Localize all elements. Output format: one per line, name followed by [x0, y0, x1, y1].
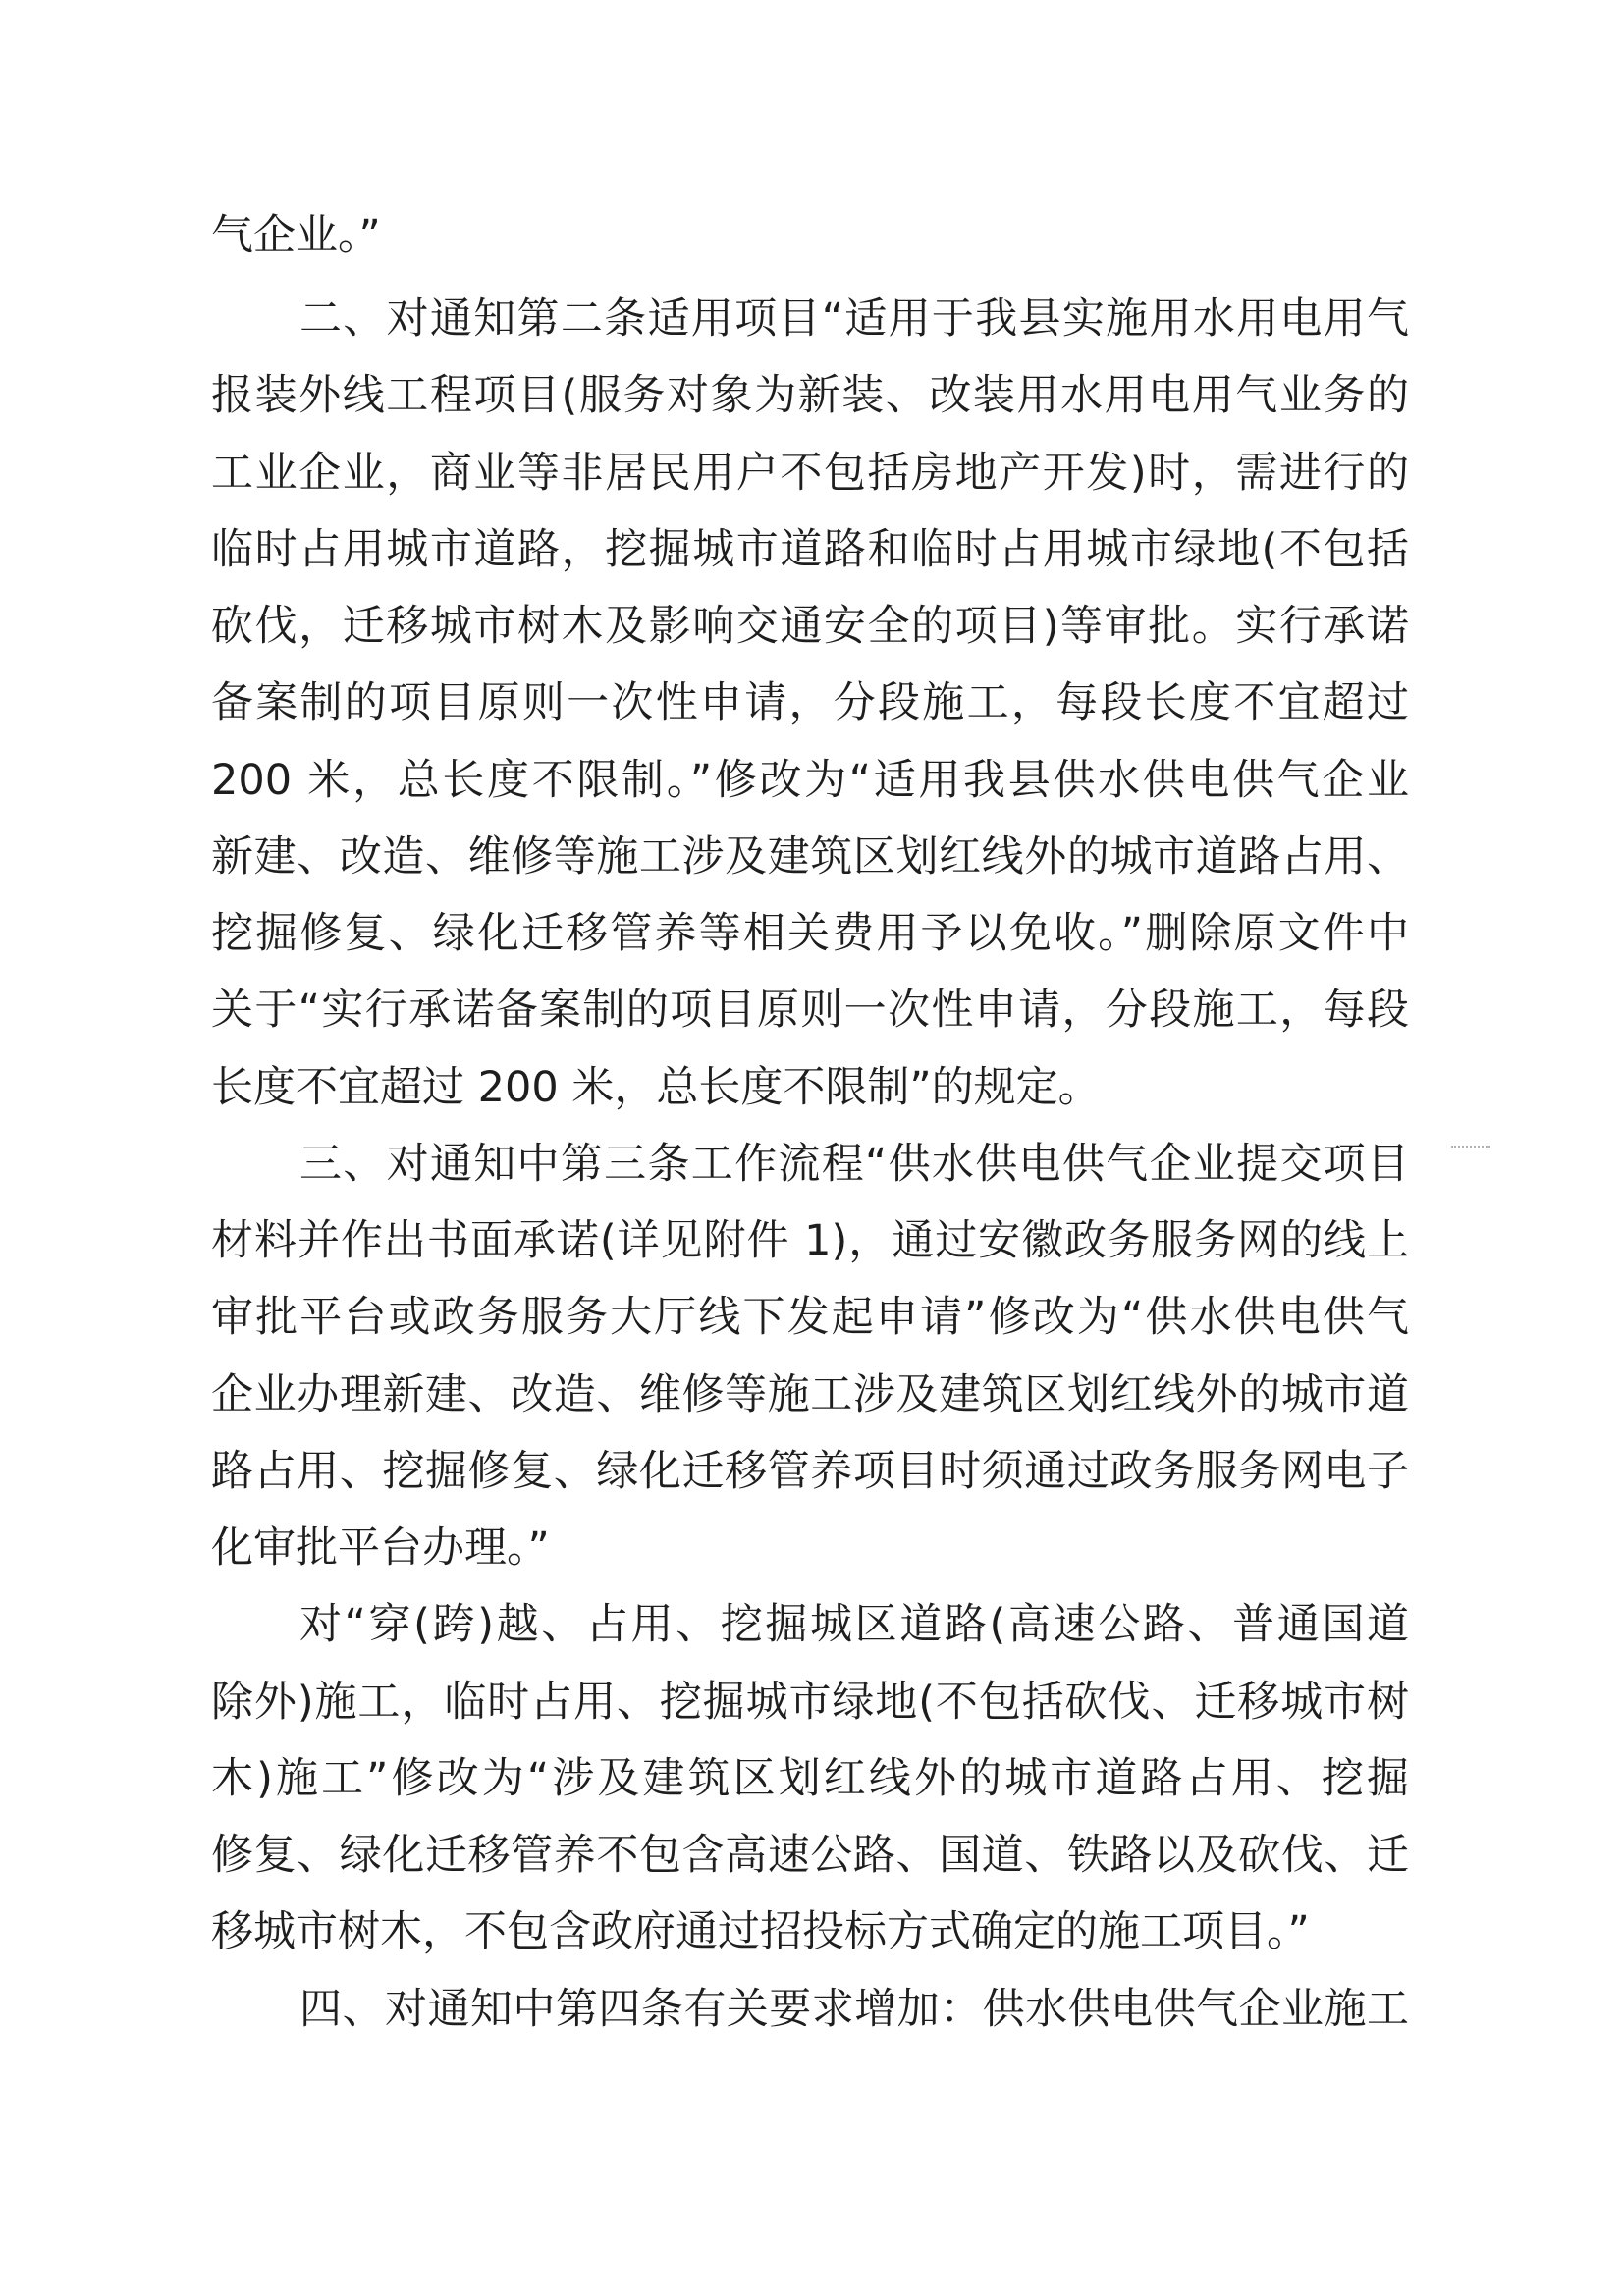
text-line: 挖掘修复、绿化迁移管养等相关费用予以免收。”删除原文件中	[211, 909, 1409, 958]
text-line: 路占用、挖掘修复、绿化迁移管养项目时须通过政务服务网电子	[211, 1447, 1409, 1496]
scan-speck	[1451, 1146, 1490, 1150]
text-line: 修复、绿化迁移管养不包含高速公路、国道、铁路以及砍伐、迁	[211, 1831, 1409, 1880]
text-line: 长度不宜超过 200 米，总长度不限制”的规定。	[211, 1063, 1101, 1112]
text-line: 企业办理新建、改造、维修等施工涉及建筑区划红线外的城市道	[211, 1370, 1409, 1419]
paragraph-2-start: 二、对通知第二条适用项目“适用于我县实施用水用电用气	[299, 294, 1409, 344]
text-line: 化审批平台办理。”	[211, 1523, 550, 1573]
text-line: 审批平台或政务服务大厅线下发起申请”修改为“供水供电供气	[211, 1293, 1409, 1342]
text-line: 200 米，总长度不限制。”修改为“适用我县供水供电供气企业	[211, 756, 1409, 805]
text-line: 气企业。”	[211, 211, 381, 260]
text-line: 砍伐，迁移城市树木及影响交通安全的项目)等审批。实行承诺	[211, 602, 1409, 651]
text-line: 木)施工”修改为“涉及建筑区划红线外的城市道路占用、挖掘	[211, 1754, 1409, 1803]
text-line: 材料并作出书面承诺(详见附件 1)，通过安徽政务服务网的线上	[211, 1216, 1409, 1265]
paragraph-4-start: 对“穿(跨)越、占用、挖掘城区道路(高速公路、普通国道	[299, 1600, 1409, 1649]
paragraph-5-start: 四、对通知中第四条有关要求增加：供水供电供气企业施工	[299, 1985, 1409, 2034]
text-line: 报装外线工程项目(服务对象为新装、改装用水用电用气业务的	[211, 371, 1409, 420]
text-line: 移城市树木，不包含政府通过招投标方式确定的施工项目。”	[211, 1907, 1310, 1956]
paragraph-3-start: 三、对通知中第三条工作流程“供水供电供气企业提交项目	[299, 1140, 1409, 1189]
text-line: 关于“实行承诺备案制的项目原则一次性申请，分段施工，每段	[211, 986, 1409, 1035]
text-line: 新建、改造、维修等施工涉及建筑区划红线外的城市道路占用、	[211, 832, 1409, 881]
text-line: 临时占用城市道路，挖掘城市道路和临时占用城市绿地(不包括	[211, 525, 1409, 574]
text-line: 工业企业，商业等非居民用户不包括房地产开发)时，需进行的	[211, 449, 1409, 498]
text-line: 除外)施工，临时占用、挖掘城市绿地(不包括砍伐、迁移城市树	[211, 1678, 1409, 1727]
text-line: 备案制的项目原则一次性申请，分段施工，每段长度不宜超过	[211, 678, 1409, 727]
